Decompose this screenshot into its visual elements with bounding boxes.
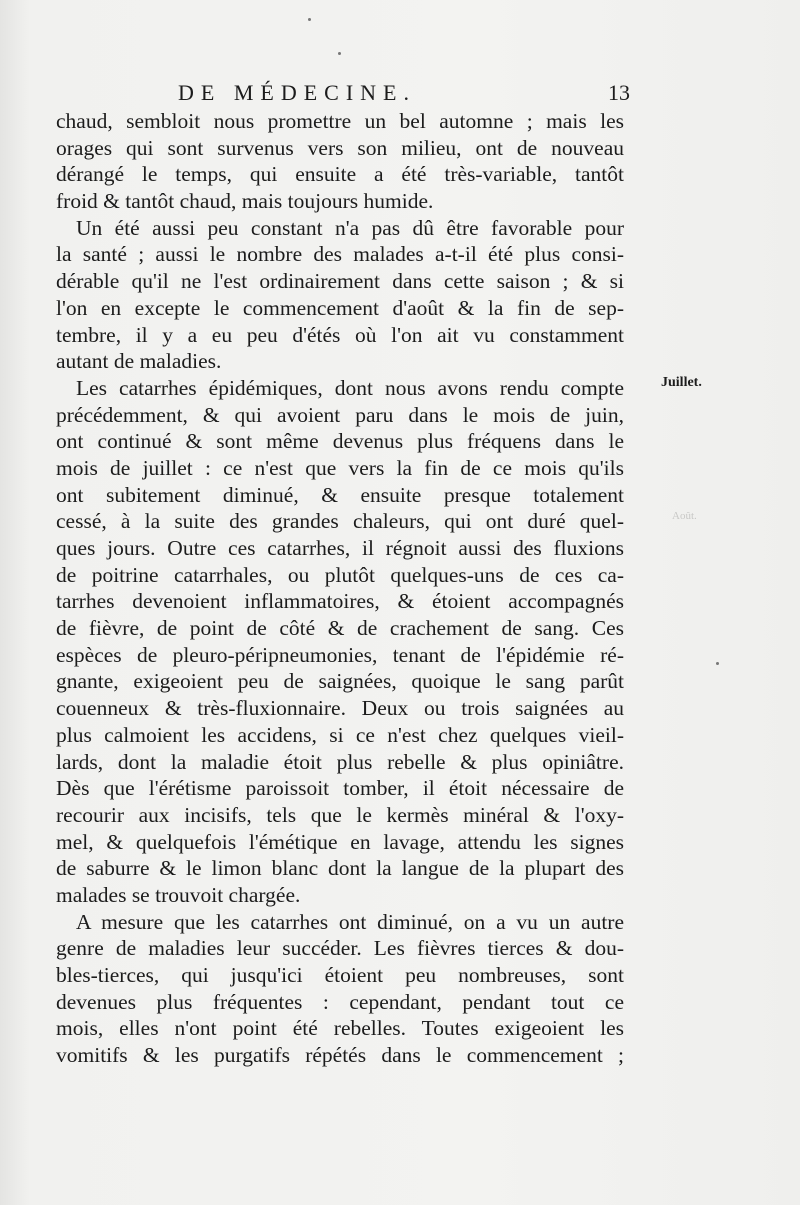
text-line: dérangé le temps, qui ensuite a été très-variable, tantôt bbox=[56, 162, 624, 187]
running-title: DE MÉDECINE. bbox=[178, 80, 416, 105]
text-line: lards, dont la maladie étoit plus rebelle & plus opiniâtre. bbox=[56, 749, 624, 774]
text-line: malades se trouvoit chargée. bbox=[56, 882, 301, 907]
text-line: de fièvre, de point de côté & de crachement de sang. Ces bbox=[56, 616, 624, 641]
text-line: orages qui sont survenus vers son milieu, ont de nouveau bbox=[56, 135, 624, 160]
body-text bbox=[56, 108, 624, 1069]
text-line: plus calmoient les accidens, si ce n'est chez quelques vieil- bbox=[56, 722, 624, 747]
text-line: tembre, il y a eu peu d'étés où l'on ait vu constamment bbox=[56, 322, 624, 347]
text-line: bles-tierces, qui jusqu'ici étoient peu nombreuses, sont bbox=[56, 963, 624, 987]
page-number: 13 bbox=[608, 80, 630, 105]
ink-speck bbox=[716, 662, 719, 665]
text-line: cessé, à la suite des grandes chaleurs, qui ont duré quel- bbox=[56, 509, 624, 534]
paragraph-start-line: Les catarrhes épidémiques, dont nous avons rendu compte bbox=[76, 375, 624, 400]
text-line: l'on en excepte le commencement d'août & la fin de sep- bbox=[56, 295, 624, 320]
text-line: la santé ; aussi le nombre des malades a-t-il été plus consi- bbox=[56, 242, 624, 267]
text-line: mois de juillet : ce n'est que vers la fin de ce mois qu'ils bbox=[56, 455, 624, 480]
text-line: couenneux & très-fluxionnaire. Deux ou trois saignées au bbox=[56, 696, 624, 721]
paragraph-start-line: A mesure que les catarrhes ont diminué, on a vu un autre bbox=[76, 909, 624, 934]
text-line: de poitrine catarrhales, ou plutôt quelques-uns de ces ca- bbox=[56, 562, 624, 587]
text-line: mel, & quelquefois l'émétique en lavage, attendu les signes bbox=[56, 829, 624, 854]
text-line: ques jours. Outre ces catarrhes, il régnoit aussi des fluxions bbox=[56, 536, 624, 560]
text-line: espèces de pleuro-péripneumonies, tenant de l'épidémie ré- bbox=[56, 642, 624, 667]
text-line: vomitifs & les purgatifs répétés dans le commencement ; bbox=[56, 1043, 624, 1068]
margin-note-month: Juillet. bbox=[661, 375, 702, 390]
text-line: ont continué & sont même devenus plus fréquens dans le bbox=[56, 429, 624, 454]
text-line: froid & tantôt chaud, mais toujours humide. bbox=[56, 189, 434, 214]
text-line: dérable qu'il ne l'est ordinairement dans cette saison ; & si bbox=[56, 269, 624, 294]
text-line: devenues plus fréquentes : cependant, pendant tout ce bbox=[56, 989, 624, 1014]
text-line: chaud, sembloit nous promettre un bel automne ; mais les bbox=[56, 109, 624, 133]
text-line: mois, elles n'ont point été rebelles. Toutes exigeoient les bbox=[56, 1016, 624, 1041]
show-through-text: Août. bbox=[672, 510, 697, 522]
text-line: Dès que l'érétisme paroissoit tomber, il étoit nécessaire de bbox=[56, 776, 624, 801]
text-line: tarrhes devenoient inflammatoires, & étoient accompagnés bbox=[56, 589, 624, 614]
text-line: recourir aux incisifs, tels que le kermès minéral & l'oxy- bbox=[56, 802, 624, 827]
text-line: de saburre & le limon blanc dont la langue de la plupart des bbox=[56, 856, 624, 881]
text-line: gnante, exigeoient peu de saignées, quoique le sang parût bbox=[56, 669, 624, 694]
ink-speck bbox=[308, 18, 311, 21]
text-line: ont subitement diminué, & ensuite presque totalement bbox=[56, 482, 624, 507]
ink-speck bbox=[338, 52, 341, 55]
text-line: genre de maladies leur succéder. Les fièvres tierces & dou- bbox=[56, 936, 624, 961]
text-line: précédemment, & qui avoient paru dans le mois de juin, bbox=[56, 402, 624, 427]
paragraph-start-line: Un été aussi peu constant n'a pas dû être favorable pour bbox=[76, 215, 624, 240]
text-line: autant de maladies. bbox=[56, 349, 222, 374]
